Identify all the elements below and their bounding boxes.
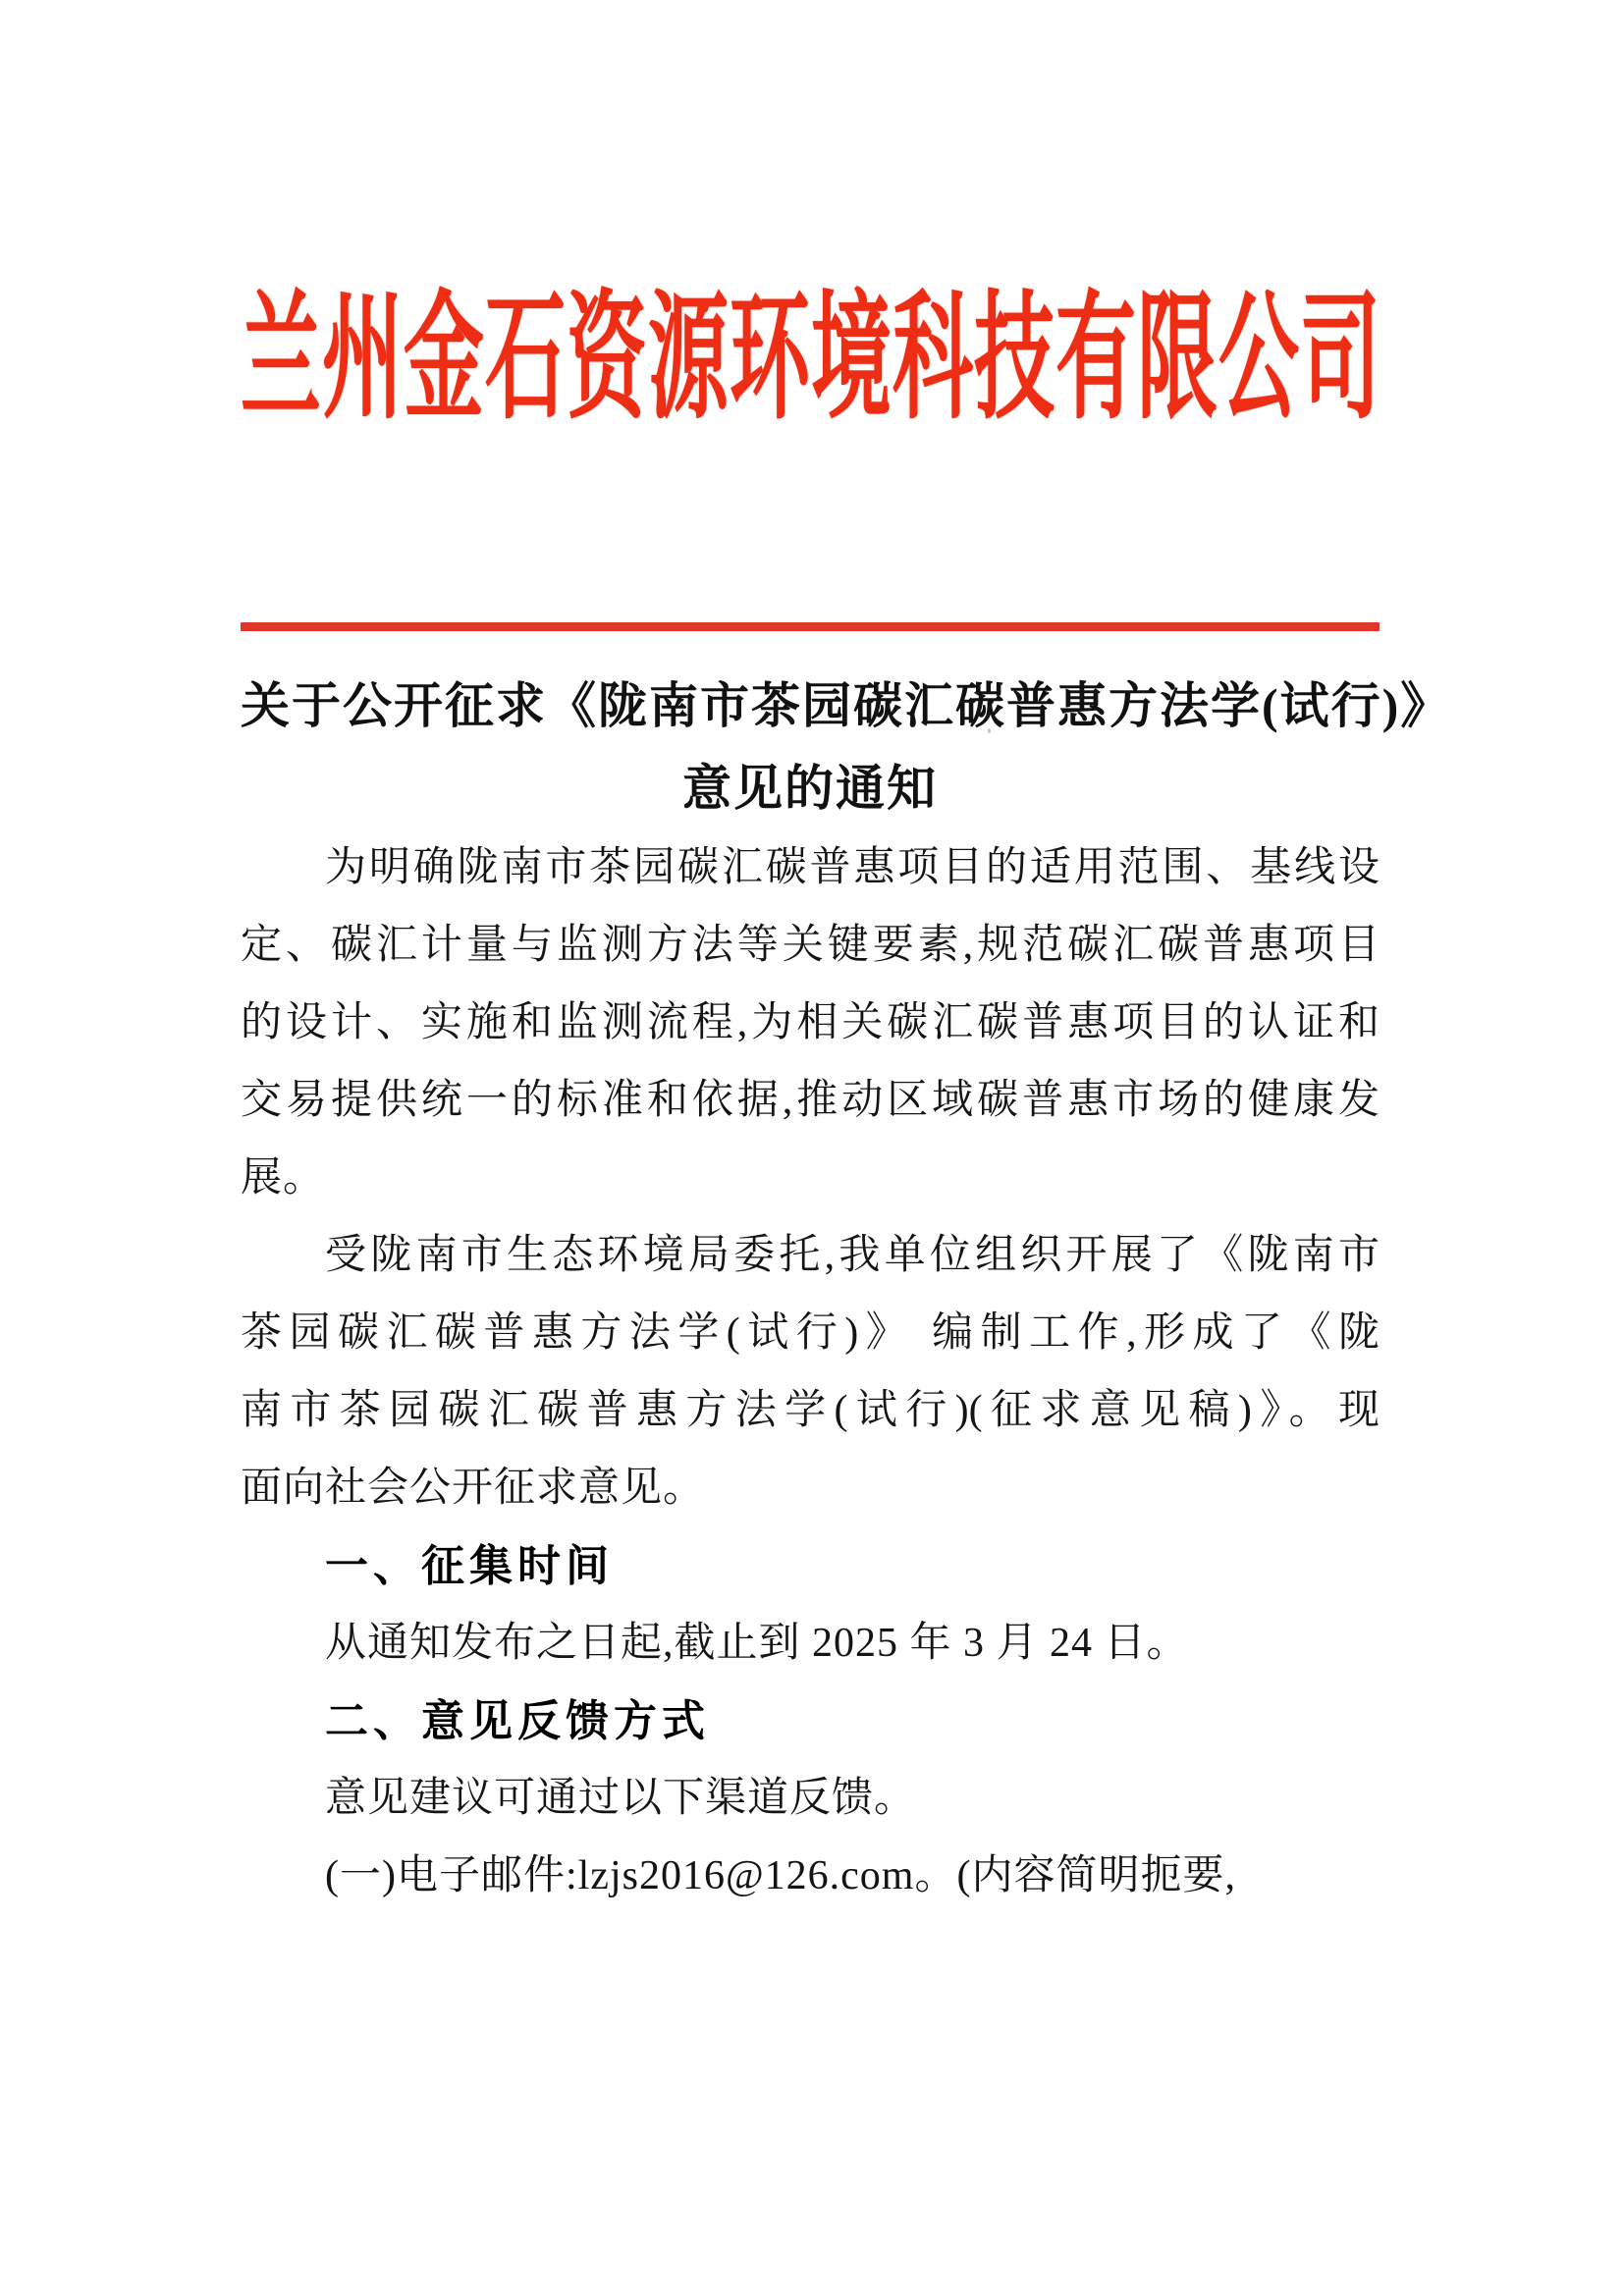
body-line: 为明确陇南市茶园碳汇碳普惠项目的适用范围、基线设	[325, 845, 1380, 890]
body-line: 交易提供统一的标准和依据,推动区域碳普惠市场的健康发	[241, 1078, 1380, 1123]
document-title-line1: 关于公开征求《陇南市茶园碳汇碳普惠方法学(试行)》	[241, 678, 1452, 733]
body-line: 茶园碳汇碳普惠方法学(试行)》 编制工作,形成了《陇	[241, 1310, 1380, 1356]
body-line: 展。	[241, 1155, 326, 1201]
body-line-email: (一)电子邮件:lzjs2016@126.com。(内容简明扼要,	[325, 1853, 1236, 1898]
document-body	[241, 829, 1380, 1915]
red-header-masthead	[241, 0, 1380, 438]
body-line-deadline: 从通知发布之日起,截止到 2025 年 3 月 24 日。	[325, 1621, 1189, 1666]
body-line: 南市茶园碳汇碳普惠方法学(试行)(征求意见稿)》。现	[241, 1388, 1380, 1433]
company-name-text: 兰州金石资源环境科技有限公司	[241, 282, 1382, 436]
section-heading-feedback-method: 二、意见反馈方式	[325, 1697, 710, 1745]
section-heading-collection-time: 一、征集时间	[325, 1542, 614, 1590]
body-line: 面向社会公开征求意见。	[241, 1466, 706, 1511]
red-divider-rule	[241, 622, 1380, 631]
document-title-line2: 意见的通知	[682, 761, 938, 816]
body-line: 的设计、实施和监测流程,为相关碳汇碳普惠项目的认证和	[241, 1000, 1380, 1045]
body-line: 受陇南市生态环境局委托,我单位组织开展了《陇南市	[325, 1233, 1380, 1278]
scan-speck	[827, 1023, 831, 1027]
body-line: 意见建议可通过以下渠道反馈。	[325, 1776, 917, 1821]
document-title	[241, 665, 1452, 829]
body-line: 定、碳汇计量与监测方法等关键要素,规范碳汇碳普惠项目	[241, 923, 1380, 968]
scan-speck	[988, 728, 991, 733]
